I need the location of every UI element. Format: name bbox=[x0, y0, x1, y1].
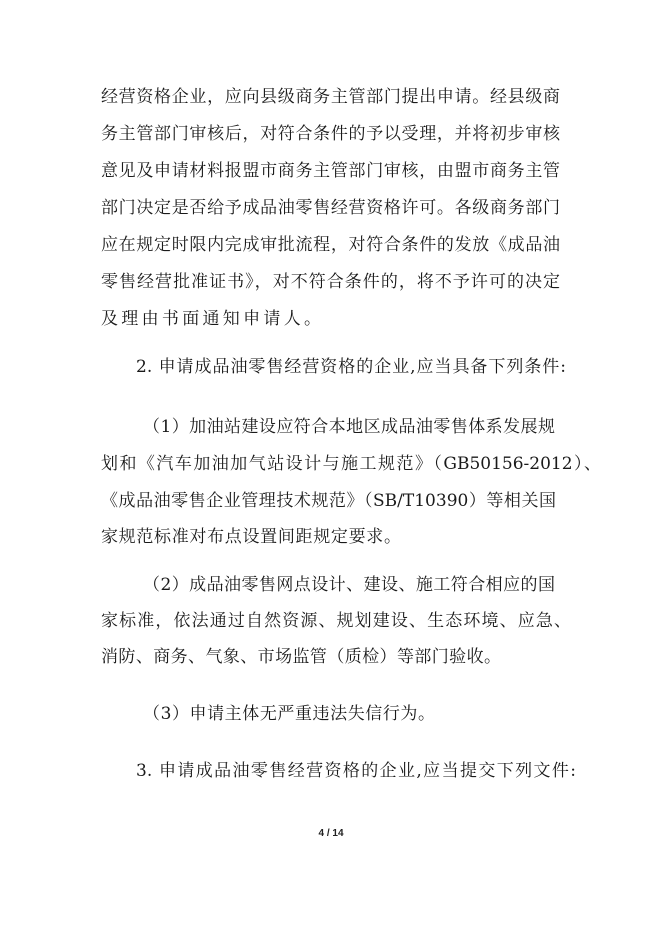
text-line: 划和《汽车加油加气站设计与施工规范》（GB50156-2012）、 bbox=[101, 454, 601, 474]
text-line: 务主管部门审核后，对符合条件的予以受理，并将初步审核 bbox=[101, 124, 560, 144]
section-heading-3: 3. 申请成品油零售经营资格的企业,应当提交下列文件: bbox=[136, 761, 576, 781]
text-line: 家规范标准对布点设置间距规定要求。 bbox=[101, 527, 401, 547]
paragraph-condition-3: （3）申请主体无严重违法失信行为。 bbox=[143, 704, 435, 724]
text-line: 及理由书面通知申请人。 bbox=[101, 309, 321, 329]
page-number: 4 / 14 bbox=[318, 828, 344, 839]
text-line: 家标准，依法通过自然资源、规划建设、生态环境、应急、 bbox=[101, 611, 571, 631]
text-line: （2）成品油零售网点设计、建设、施工符合相应的国 bbox=[143, 575, 555, 595]
text-line: 应在规定时限内完成审批流程，对符合条件的发放《成品油 bbox=[101, 235, 560, 255]
text-line: 《成品油零售企业管理技术规范》（SB/T10390）等相关国 bbox=[101, 491, 556, 511]
text-line: 经营资格企业，应向县级商务主管部门提出申请。经县级商 bbox=[101, 87, 560, 107]
text-line: 零售经营批准证书》，对不符合条件的，将不予许可的决定 bbox=[101, 272, 560, 292]
text-line: 意见及申请材料报盟市商务主管部门审核，由盟市商务主管 bbox=[101, 161, 560, 181]
text-line: 消防、商务、气象、市场监管（质检）等部门验收。 bbox=[101, 647, 501, 667]
section-heading-2: 2. 申请成品油零售经营资格的企业,应当具备下列条件: bbox=[136, 357, 566, 377]
text-line: （1）加油站建设应符合本地区成品油零售体系发展规 bbox=[143, 417, 555, 437]
text-line: 部门决定是否给予成品油零售经营资格许可。各级商务部门 bbox=[101, 198, 560, 218]
